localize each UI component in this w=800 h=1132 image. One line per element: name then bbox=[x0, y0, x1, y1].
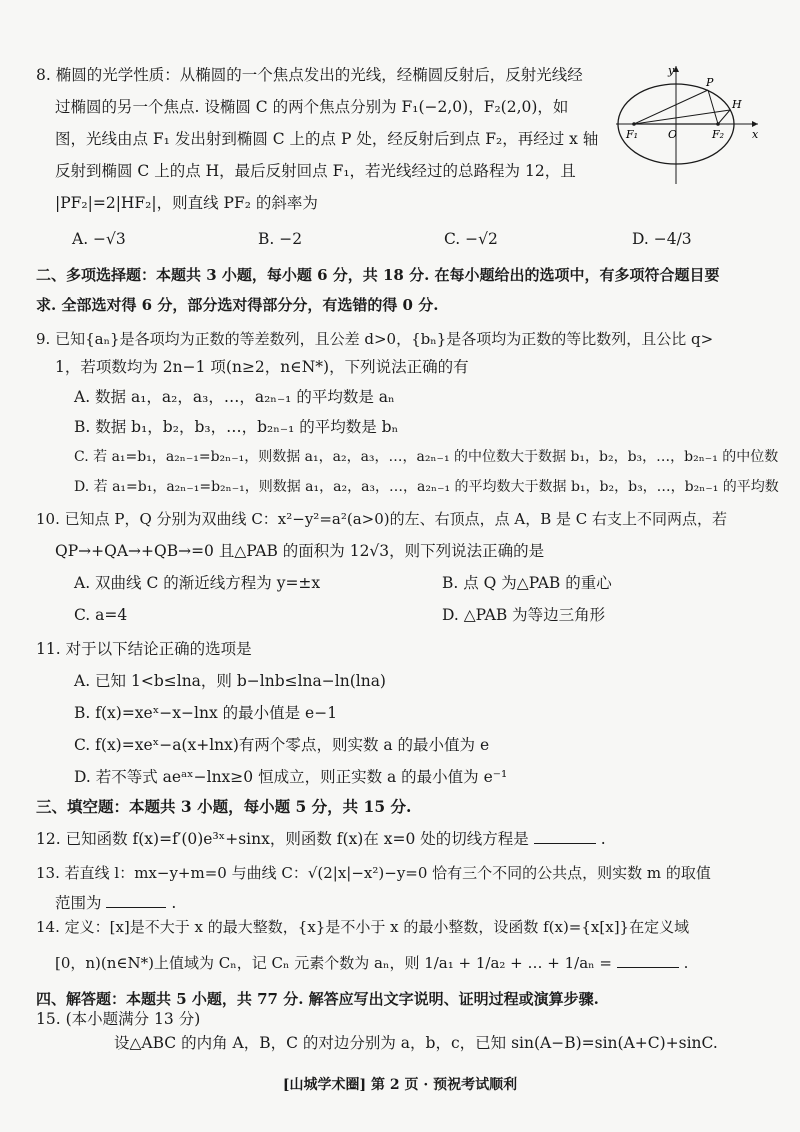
q13-answer-blank bbox=[106, 893, 166, 908]
section3-title: 三、填空题：本题共 3 小题，每小题 5 分，共 15 分. bbox=[36, 797, 412, 816]
figure-label-o: O bbox=[668, 128, 678, 141]
q13-text: 范围为 bbox=[55, 894, 102, 912]
q9-option-b: B. 数据 b₁，b₂，b₃，…，b₂ₙ₋₁ 的平均数是 bₙ bbox=[74, 418, 399, 436]
q14-line-2 bbox=[55, 952, 688, 974]
q10-line-1: 10. 已知点 P，Q 分别为双曲线 C：x²−y²=a²(a>0)的左、右顶点，点 A，B 是 C 右支上不同两点，若 bbox=[36, 510, 728, 528]
figure-label-f2: F₂ bbox=[712, 128, 725, 141]
q11-option-b: B. f(x)=xeˣ−x−lnx 的最小值是 e−1 bbox=[74, 704, 338, 722]
q14-end: . bbox=[683, 954, 689, 972]
q14-line-1: 14. 定义：[x]是不大于 x 的最大整数，{x}是不小于 x 的最小整数，设函数 f(x)={x[x]}在定义域 bbox=[36, 918, 690, 936]
q11-option-c: C. f(x)=xeˣ−a(x+lnx)有两个零点，则实数 a 的最小值为 e bbox=[74, 736, 490, 754]
page-footer: [山城学术圈] 第 2 页 · 预祝考试顺利 bbox=[282, 1077, 518, 1093]
q10-line-2: QP→+QA→+QB→=0 且△PAB 的面积为 12√3，则下列说法正确的是 bbox=[55, 542, 545, 560]
q9-option-a: A. 数据 a₁，a₂，a₃，…，a₂ₙ₋₁ 的平均数是 aₙ bbox=[74, 388, 395, 406]
q9-line-1: 9. 已知{aₙ}是各项均为正数的等差数列，且公差 d>0，{bₙ}是各项均为正数的等比数列，且公比 q> bbox=[36, 330, 714, 348]
q12-text: 12. 已知函数 f(x)=f′(0)e³ˣ+sinx，则函数 f(x)在 x=0 处的切线方程是 bbox=[36, 830, 529, 848]
figure-label-y: y bbox=[668, 64, 675, 77]
q11-option-d: D. 若不等式 aeᵃˣ−lnx≥0 恒成立，则正实数 a 的最小值为 e⁻¹ bbox=[74, 768, 508, 786]
figure-label-x: x bbox=[752, 128, 759, 141]
q12-answer-blank bbox=[534, 829, 596, 844]
q10-option-a: A. 双曲线 C 的渐近线方程为 y=±x bbox=[74, 574, 321, 592]
q8-line-3: 图，光线由点 F₁ 发出射到椭圆 C 上的点 P 处，经反射后到点 F₂，再经过 x 轴 bbox=[55, 130, 599, 148]
q14-answer-blank bbox=[617, 953, 679, 968]
section2-title-line-1: 二、多项选择题：本题共 3 小题，每小题 6 分，共 18 分. 在每小题给出的选项中，有多项符合题目要 bbox=[36, 266, 720, 284]
q8-line-5: |PF₂|=2|HF₂|，则直线 PF₂ 的斜率为 bbox=[55, 194, 318, 212]
figure-label-p: P bbox=[706, 76, 714, 89]
figure-label-f1: F₁ bbox=[626, 128, 639, 141]
q10-option-d: D. △PAB 为等边三角形 bbox=[442, 606, 606, 624]
q8-option-a: A. −√3 bbox=[72, 230, 126, 248]
section4-title: 四、解答题：本题共 5 小题，共 77 分. 解答应写出文字说明、证明过程或演算步骤. bbox=[36, 990, 599, 1008]
q9-option-d: D. 若 a₁=b₁，a₂ₙ₋₁=b₂ₙ₋₁，则数据 a₁，a₂，a₃，…，a₂ₙ₋₁ 的平均数大于数据 b₁，b₂，b₃，…，b₂ₙ₋₁ 的平均数 bbox=[74, 479, 779, 495]
q13-end: . bbox=[171, 894, 177, 912]
q10-option-b: B. 点 Q 为△PAB 的重心 bbox=[442, 574, 612, 592]
q15-header: 15. (本小题满分 13 分) bbox=[36, 1010, 201, 1028]
q8-line-1: 8. 椭圆的光学性质：从椭圆的一个焦点发出的光线，经椭圆反射后，反射光线经 bbox=[36, 66, 583, 84]
q8-line-4: 反射到椭圆 C 上的点 H，最后反射回点 F₁，若光线经过的总路程为 12，且 bbox=[55, 162, 576, 180]
q13-line-2 bbox=[55, 892, 176, 914]
q8-option-c: C. −√2 bbox=[444, 230, 498, 248]
q11-stem: 11. 对于以下结论正确的选项是 bbox=[36, 640, 252, 658]
q8-line-2: 过椭圆的另一个焦点. 设椭圆 C 的两个焦点分别为 F₁(−2,0)，F₂(2,0)，如 bbox=[55, 98, 569, 116]
q9-line-2: 1，若项数均为 2n−1 项(n≥2，n∈N*)，下列说法正确的有 bbox=[55, 358, 469, 376]
q9-option-c: C. 若 a₁=b₁，a₂ₙ₋₁=b₂ₙ₋₁，则数据 a₁，a₂，a₃，…，a₂ₙ₋₁ 的中位数大于数据 b₁，b₂，b₃，…，b₂ₙ₋₁ 的中位数 bbox=[74, 449, 779, 465]
section2-title-line-2: 求. 全部选对得 6 分，部分选对得部分分，有选错的得 0 分. bbox=[36, 296, 439, 314]
ellipse-figure bbox=[612, 60, 762, 188]
q12-line bbox=[36, 828, 606, 850]
figure-label-h: H bbox=[732, 98, 742, 111]
q8-option-b: B. −2 bbox=[258, 230, 303, 248]
q10-option-c: C. a=4 bbox=[74, 606, 128, 624]
q13-line-1: 13. 若直线 l：mx−y+m=0 与曲线 C：√(2|x|−x²)−y=0 恰有三个不同的公共点，则实数 m 的取值 bbox=[36, 864, 711, 882]
q8-option-d: D. −4/3 bbox=[632, 230, 692, 248]
q11-option-a: A. 已知 1<b≤lna，则 b−lnb≤lna−ln(lna) bbox=[74, 672, 386, 690]
q12-end: . bbox=[600, 830, 606, 848]
q15-text: 设△ABC 的内角 A，B，C 的对边分别为 a，b，c，已知 sin(A−B)=sin(A+C)+sinC. bbox=[114, 1034, 718, 1052]
q14-text: [0，n)(n∈N*)上值域为 Cₙ，记 Cₙ 元素个数为 aₙ，则 1/a₁ + 1/a₂ + … + 1/aₙ = bbox=[55, 954, 612, 972]
